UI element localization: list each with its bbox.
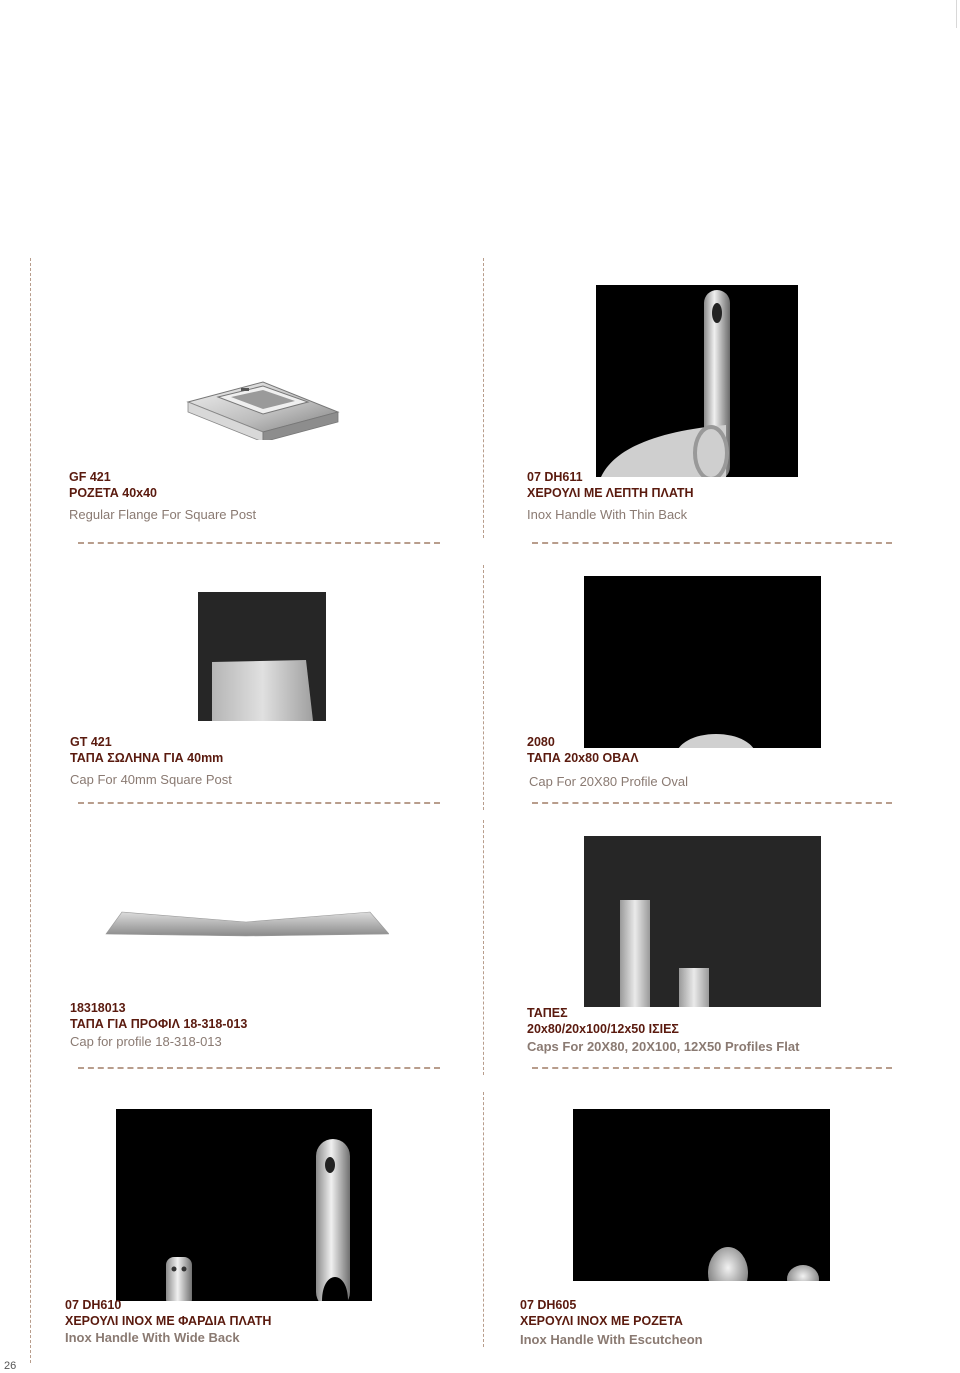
product-title-greek: ΤΑΠΑ ΓΙΑ ΠΡΟΦΙΛ 18-318-013 [70, 1017, 248, 1031]
product-caption-6 [527, 1005, 799, 1055]
row-separator [78, 542, 440, 544]
product-caption-8 [520, 1297, 703, 1348]
center-dashed-line-1 [483, 258, 484, 538]
product-code: 18318013 [70, 1001, 126, 1015]
product-description: Cap for profile 18-318-013 [70, 1034, 222, 1049]
center-dashed-line-2 [483, 565, 484, 810]
page-number: 26 [4, 1360, 17, 1372]
center-dashed-line-4 [483, 1092, 484, 1347]
row-separator [532, 802, 892, 804]
row-separator [532, 542, 892, 544]
product-title-greek: ΧΕΡΟΥΛΙ INOX ΜΕ ΡΟΖΕΤΑ [520, 1314, 683, 1328]
product-caption-2 [527, 469, 694, 523]
product-caption-3 [70, 734, 232, 788]
product-description: Inox Handle With Escutcheon [520, 1332, 703, 1347]
product-title-greek: ΧΕΡΟΥΛΙ INOX ΜΕ ΦΑΡΔΙΑ ΠΛΑΤΗ [65, 1314, 272, 1328]
product-image-profile-cap [104, 908, 389, 940]
product-image-square-post-cap [198, 592, 326, 721]
row-separator [532, 1067, 892, 1069]
product-description: Cap For 40mm Square Post [70, 772, 232, 787]
product-code: GT 421 [70, 735, 112, 749]
product-code: GF 421 [69, 470, 111, 484]
product-title-greek: 20x80/20x100/12x50 ΙΣΙΕΣ [527, 1022, 679, 1036]
product-image-thin-back-handle [596, 285, 798, 477]
product-description: Regular Flange For Square Post [69, 507, 257, 522]
product-code: 07 DH611 [527, 470, 583, 484]
product-description: Cap For 20X80 Profile Oval [529, 774, 688, 789]
product-caption-7 [65, 1297, 271, 1346]
center-dashed-line-3 [483, 820, 484, 1075]
product-title-greek: ΡΟΖΕΤΑ 40x40 [69, 486, 158, 500]
product-code: ΤΑΠΕΣ [527, 1006, 568, 1020]
row-separator [78, 1067, 440, 1069]
product-code: 07 DH610 [65, 1298, 122, 1312]
row-separator [78, 802, 440, 804]
product-title-greek: ΤΑΠΑ ΣΩΛΗΝΑ ΓΙΑ 40mm [70, 751, 224, 765]
product-image-wide-back-handle [116, 1109, 372, 1301]
product-caption-5 [70, 1000, 247, 1050]
product-description: Inox Handle With Thin Back [527, 507, 688, 522]
product-image-flange [183, 370, 343, 440]
page-corner-mark [956, 0, 960, 28]
product-caption-1 [69, 469, 256, 523]
product-title-greek: ΤΑΠΑ 20x80 ΟΒΑΛ [527, 751, 639, 765]
product-title-greek: ΧΕΡΟΥΛΙ ΜΕ ΛΕΠΤΗ ΠΛΑΤΗ [527, 486, 694, 500]
product-code: 07 DH605 [520, 1298, 577, 1312]
product-image-flat-caps [584, 836, 821, 1007]
product-image-escutcheon-handle [573, 1109, 830, 1281]
left-margin-dashed-line [30, 258, 31, 1363]
product-code: 2080 [527, 735, 555, 749]
product-caption-4 [527, 734, 688, 790]
product-description: Caps For 20X80, 20X100, 12X50 Profiles Flat [527, 1039, 800, 1054]
product-image-oval-cap [584, 576, 821, 748]
product-description: Inox Handle With Wide Back [65, 1330, 240, 1345]
